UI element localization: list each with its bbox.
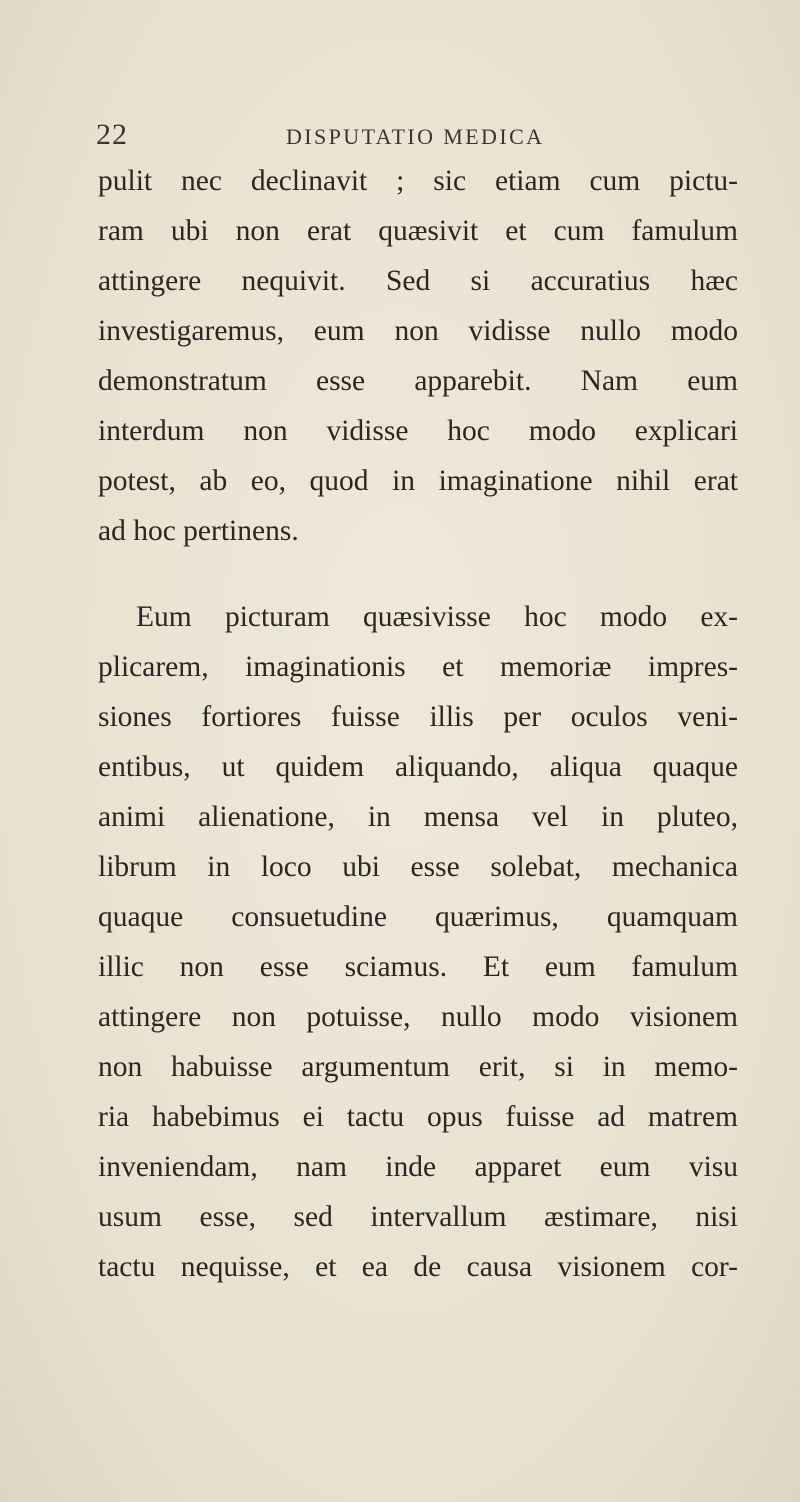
text-line: investigaremus, eum non vidisse nullo modo [98, 315, 738, 347]
text-line: attingere nequivit. Sed si accuratius hæc [98, 265, 738, 297]
text-line: quaque consuetudine quærimus, quamquam [98, 901, 738, 933]
text-line: ad hoc pertinens. [98, 515, 299, 547]
text-line: Eum picturam quæsivisse hoc modo ex- [136, 601, 738, 633]
text-line: attingere non potuisse, nullo modo visionem [98, 1001, 738, 1033]
text-line: inveniendam, nam inde apparet eum visu [98, 1151, 738, 1183]
text-line: plicarem, imaginationis et memoriæ impres- [98, 651, 738, 683]
running-head: DISPUTATIO MEDICA [286, 124, 545, 149]
text-line: animi alienatione, in mensa vel in pluteo, [98, 801, 738, 833]
text-line: tactu nequisse, et ea de causa visionem cor- [98, 1251, 738, 1283]
text-line: librum in loco ubi esse solebat, mechanica [98, 851, 738, 883]
paragraph-2 [98, 592, 738, 1292]
text-line: ria habebimus ei tactu opus fuisse ad matrem [98, 1101, 738, 1133]
text-line: ram ubi non erat quæsivit et cum famulum [98, 215, 738, 247]
page-header [0, 118, 800, 158]
text-line: usum esse, sed intervallum æstimare, nisi [98, 1201, 738, 1233]
paragraph-gap [98, 556, 738, 592]
text-line: illic non esse sciamus. Et eum famulum [98, 951, 738, 983]
paragraph-1 [98, 156, 738, 556]
text-line: interdum non vidisse hoc modo explicari [98, 415, 738, 447]
text-line: non habuisse argumentum erit, si in memo- [98, 1051, 738, 1083]
page-number: 22 [96, 118, 128, 151]
text-line: siones fortiores fuisse illis per oculos veni- [98, 701, 738, 733]
text-line: demonstratum esse apparebit. Nam eum [98, 365, 738, 397]
text-line: potest, ab eo, quod in imaginatione nihil erat [98, 465, 738, 497]
text-line: entibus, ut quidem aliquando, aliqua quaque [98, 751, 738, 783]
text-line: pulit nec declinavit ; sic etiam cum pictu- [98, 165, 738, 197]
body-text [98, 156, 738, 1292]
